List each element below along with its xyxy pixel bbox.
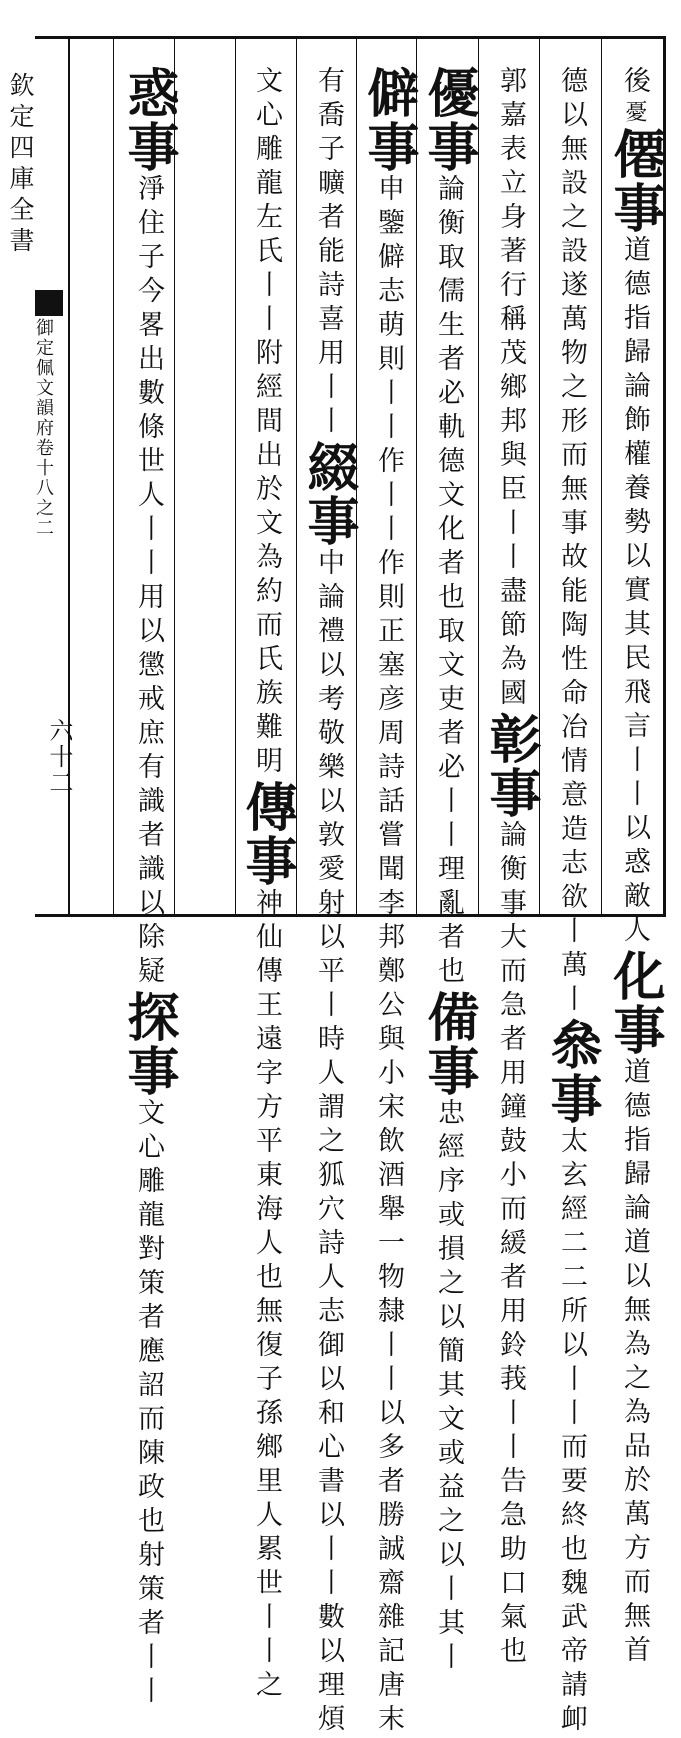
entry-text: 道德指歸論飾權養勢以實其民飛言丨丨以惑敵人 — [619, 235, 650, 949]
entry-text: 志御以和心書以丨丨數以理煩 — [313, 1296, 344, 1738]
entry-text: 郭嘉表立身著行稱茂鄉邦與臣丨丨盡節為國 — [495, 66, 526, 712]
entry-text: 道德指歸論道以無為之為品於萬方而無首 — [619, 1057, 650, 1669]
entry-heading: 惑事 — [118, 66, 179, 174]
entry-heading: 備事 — [418, 990, 479, 1098]
entry-text: 淨住子今畧出數條世人丨丨用以懲戒庶有識者識以除疑 — [133, 174, 164, 990]
entry-text: 文心雕龍對策者應詔而陳政也射策者丨丨 — [133, 1098, 164, 1710]
entry-heading: 探事 — [118, 990, 179, 1098]
entry-text: 後 — [619, 66, 650, 100]
side-title: 欽定四庫全書 — [6, 72, 35, 258]
entry-text: 神仙傳王遠字方平東海人也無復子孫鄉里人累世丨丨之 — [251, 888, 282, 1704]
entry-note: 憂 — [622, 100, 647, 127]
entry-heading: 化事 — [604, 949, 665, 1057]
column-divider — [601, 36, 602, 917]
entry-text: 德以無設之設遂萬物之形而無事故能陶性命冶情意造志欲丨萬丨 — [556, 66, 587, 1018]
text-column-8 — [74, 66, 179, 1710]
entry-heading: 優事 — [418, 66, 479, 174]
entry-text: 論衡取儒生者必軌德文化者也取文吏者必丨丨理亂者也 — [433, 174, 464, 990]
entry-heading: 叅事 — [541, 1018, 602, 1126]
entry-text: 中論禮以考敬樂以敦愛射以平丨時人謂之狐穴詩人 — [313, 548, 344, 1296]
entry-text: 論衡事大而急者用鐘鼓小而緩者用鈴莪丨丨告急助口氣也 — [495, 820, 526, 1670]
entry-text: 太玄經二二所以丨丨而要終也魏武帝請卹 — [556, 1126, 587, 1738]
entry-text: 忠經序或損之以簡其文或益之以丨其丨 — [433, 1098, 464, 1676]
entry-heading: 僻事 — [358, 66, 419, 174]
text-column-3 — [480, 66, 541, 1670]
text-column-2 — [541, 66, 602, 1738]
side-book-title: 御定佩文韻府卷十八之二 — [33, 318, 54, 538]
folio-number: 六十二 — [45, 718, 73, 796]
entry-heading: 傳事 — [236, 780, 297, 888]
entry-heading: 僊事 — [604, 127, 665, 235]
text-column-1 — [604, 66, 665, 1669]
text-column-4 — [418, 66, 479, 1676]
side-fish-tail — [35, 290, 63, 316]
text-column-6 — [298, 66, 359, 1738]
entry-text: 文心雕龍左氏丨丨附經間出於文為約而氏族難明 — [251, 66, 282, 780]
entry-text: 有喬子曠者能詩喜用丨丨 — [313, 66, 344, 440]
text-column-5 — [358, 66, 419, 1738]
entry-text: 申鑒僻志萌則丨丨作丨丨作則正塞彦周詩話嘗聞李邦鄭公與小宋飲酒舉一物隸丨丨以多者勝誠齋雜記唐末 — [373, 174, 404, 1738]
top-border — [35, 36, 666, 39]
text-column-7 — [178, 66, 297, 1704]
entry-heading: 彰事 — [480, 712, 541, 820]
entry-heading: 綴事 — [298, 440, 359, 548]
